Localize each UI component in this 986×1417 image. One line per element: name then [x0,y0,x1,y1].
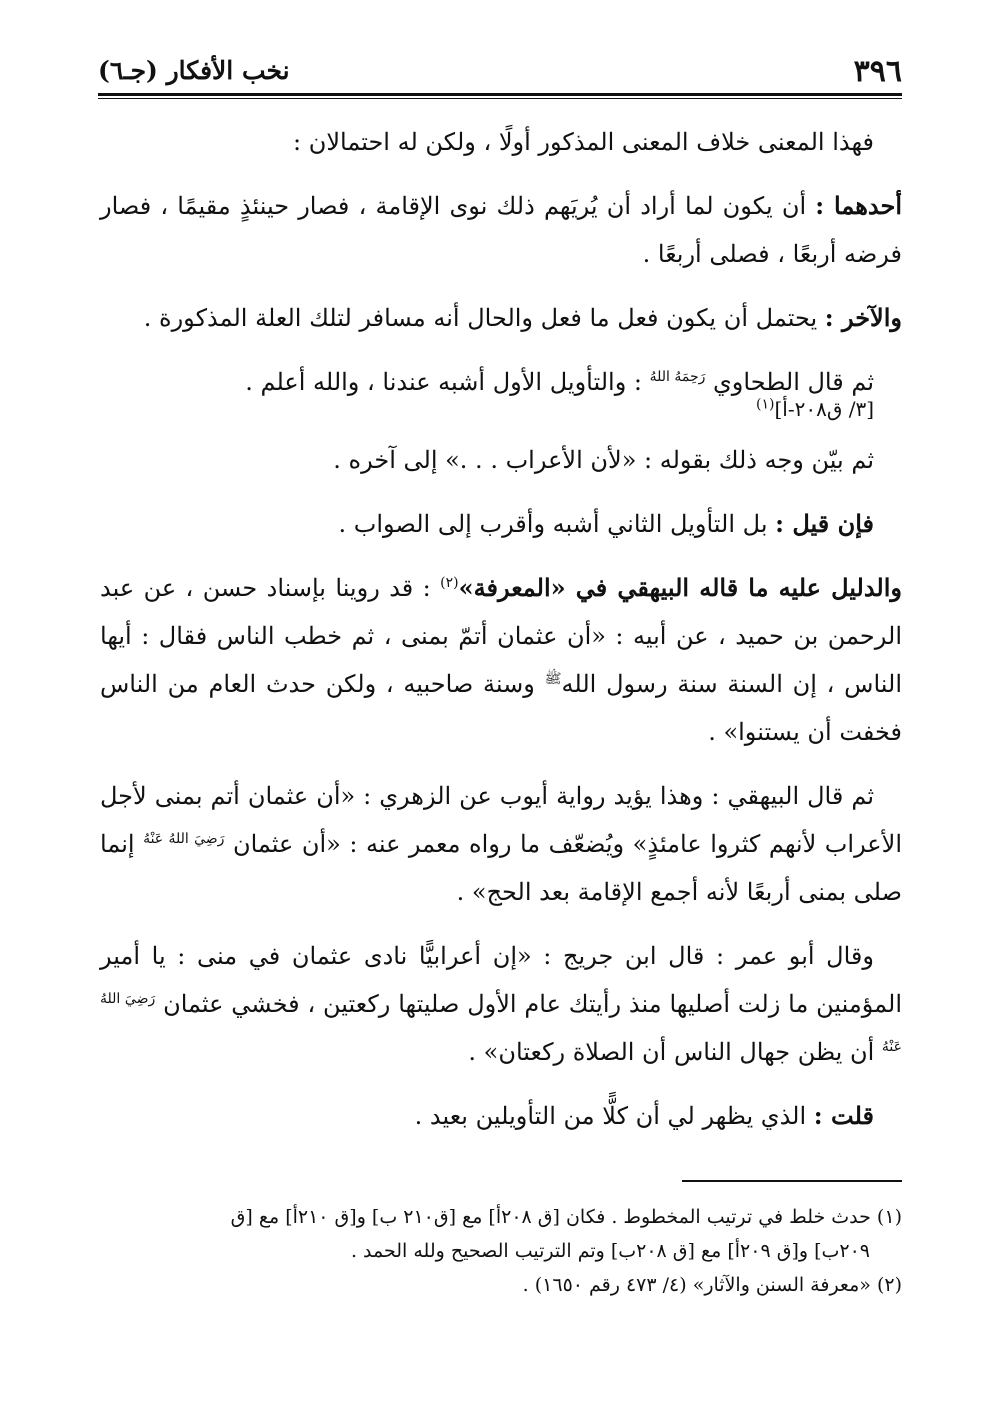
paragraph-5-text: ثم بيّن وجه ذلك بقوله : «لأن الأعراب . . .» إلى آخره . [333,446,874,474]
honorific-mark: ﷺ [544,671,562,687]
paragraph-7-lead: والدليل عليه ما قاله البيهقي في «المعرفة» [458,573,902,602]
running-header [98,52,902,92]
paragraph-2 [100,182,902,278]
paragraph-3-lead: والآخر : [824,303,902,332]
paragraph-3-text: يحتمل أن يكون فعل ما فعل والحال أنه مسافر لتلك العلة المذكورة . [143,304,825,332]
paragraph-2-text: أن يكون لما أراد أن يُريَهم ذلك نوى الإقامة ، فصار حينئذٍ مقيمًا ، فصار فرضه أربعًا ، فصلى أربعًا . [100,192,902,268]
paragraph-10 [100,1092,902,1140]
honorific-mark: رَضِيَ اللهُ عَنْهُ [143,831,225,847]
paragraph-5 [100,436,902,484]
manuscript-reference-text: [٣/ ق٢٠٨-أ] [774,397,874,421]
book-title: نخب الأفكار (جـ٦) [98,56,290,85]
paragraph-1-text: فهذا المعنى خلاف المعنى المذكور أولًا ، ولكن له احتمالان : [293,128,874,156]
footnotes [100,1200,902,1302]
footnote-1-line-1: (١) حدث خلط في ترتيب المخطوط . فكان [ق ٢٠٨أ] مع [ق٢١٠ ب] و[ق ٢١٠أ] مع [ق [230,1206,902,1228]
paragraph-8 [100,772,902,916]
footnote-ref-1: (١) [755,396,775,413]
paragraph-4 [100,358,902,420]
footnote-rule [682,1180,902,1182]
paragraph-7-text-b: وسنة صاحبيه ، ولكن حدث العام من الناس فخفت أن يستنوا» . [100,670,902,746]
paragraph-4-text-b: : والتأويل الأول أشبه عندنا ، والله أعلم . [245,368,650,396]
paragraph-7-text-a: : قد روينا بإسناد حسن ، عن عبد الرحمن بن حميد ، عن أبيه : «أن عثمان أتمّ بمنى ، ثم خطب الناس فقال : أيها الناس ، إن السنة سنة رسول الله [100,574,902,698]
honorific-mark: رَضِيَ اللهُ عَنْهُ [100,991,902,1055]
paragraph-9-text-b: أن يظن جهال الناس أن الصلاة ركعتان» . [468,1038,882,1066]
paragraph-9 [100,932,902,1076]
paragraph-3 [100,294,902,342]
paragraph-2-lead: أحدهما : [815,191,902,220]
paragraph-6-lead: فإن قيل : [775,509,874,538]
paragraph-8-text-b: إنما صلى بمنى أربعًا لأنه أجمع الإقامة بعد الحج» . [100,830,902,906]
footnote-ref-2: (٢) [440,575,459,591]
paragraph-4-text-a: ثم قال الطحاوي [705,368,874,396]
paragraph-10-text: الذي يظهر لي أن كلًّا من التأويلين بعيد . [414,1102,814,1130]
manuscript-reference [100,398,902,420]
paragraph-6-text: بل التأويل الثاني أشبه وأقرب إلى الصواب . [338,510,776,538]
footnote-1-line-2: ٢٠٩ب] و[ق ٢٠٩أ] مع [ق ٢٠٨ب] وتم الترتيب الصحيح ولله الحمد . [350,1240,870,1262]
page-number: ٣٩٦ [853,54,902,89]
honorific-mark: رَحِمَهُ اللهُ [649,369,706,385]
paragraph-9-text-a: وقال أبو عمر : قال ابن جريج : «إن أعرابيًّا نادى عثمان في منى : يا أمير المؤمنين ما زلت أصليها منذ رأيتك عام الأول صليتها ركعتين ، فخشي عثمان [100,942,902,1018]
header-rule [98,93,902,99]
footnote-2: (٢) «معرفة السنن والآثار» (٤/ ٤٧٣ رقم ١٦٥٠) . [522,1274,902,1296]
paragraph-7 [100,564,902,756]
main-text [100,118,902,1156]
paragraph-1 [100,118,902,166]
paragraph-8-text-a: ثم قال البيهقي : وهذا يؤيد رواية أيوب عن الزهري : «أن عثمان أتم بمنى لأجل الأعراب لأنهم كثروا عامئذٍ» ويُضعّف ما رواه معمر عنه : «أن عثمان [100,782,902,858]
paragraph-6 [100,500,902,548]
paragraph-10-lead: قلت : [813,1101,874,1130]
